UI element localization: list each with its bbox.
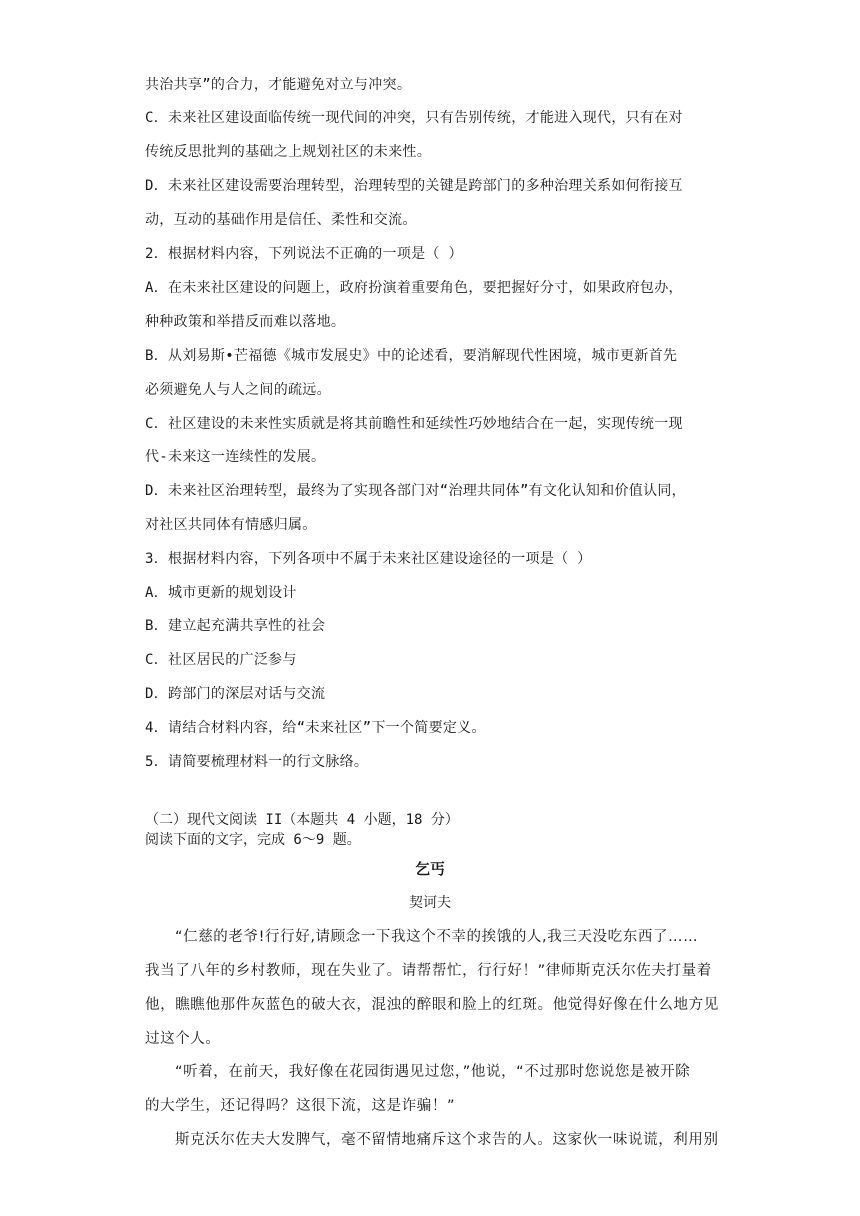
story-title: 乞丐 [414,860,445,878]
q2-option-c-line2: 代-未来这一连续性的发展。 [145,449,326,465]
paragraph-2-line1: “听着，在前天，我好像在花园街遇见过您，”他说，“不过那时您说您是被开除 [175,1064,691,1080]
paragraph-1-line4: 过这个人。 [145,1031,221,1047]
q3-option-b: B．建立起充满共享性的社会 [145,618,326,634]
section-instruction: 阅读下面的文字，完成 6～9 题。 [145,832,361,848]
paragraph-3-line1: 斯克沃尔佐夫大发脾气，毫不留情地痛斥这个求告的人。这家伙一味说谎，利用别 [175,1132,719,1148]
q4-stem: 4．请结合材料内容，给“未来社区”下一个简要定义。 [145,720,486,736]
paragraph-2-line2: 的大学生，还记得吗？这很下流，这是诈骗！” [145,1098,456,1114]
q1-option-d-line2: 动，互动的基础作用是信任、柔性和交流。 [145,212,417,228]
q1-option-d-line1: D．未来社区建设需要治理转型，治理转型的关键是跨部门的多种治理关系如何衔接互 [145,178,683,194]
q1-option-c-line1: C．未来社区建设面临传统一现代间的冲突，只有告别传统，才能进入现代，只有在对 [145,110,683,126]
q2-option-a-line1: A．在未来社区建设的问题上，政府扮演着重要角色，要把握好分寸，如果政府包办， [145,280,683,296]
q3-option-c: C．社区居民的广泛参与 [145,652,297,668]
q3-stem: 3．根据材料内容，下列各项中不属于未来社区建设途径的一项是（ ） [145,551,592,567]
section-heading: （二）现代文阅读 II（本题共 4 小题，18 分） [145,812,459,828]
q2-option-d-line1: D．未来社区治理转型，最终为了实现各部门对“治理共同体”有文化认知和价值认同， [145,483,686,499]
q5-stem: 5．请简要梳理材料一的行文脉络。 [145,754,369,770]
q2-option-c-line1: C．社区建设的未来性实质就是将其前瞻性和延续性巧妙地结合在一起，实现传统一现 [145,416,683,432]
q2-option-b-line1: B．从刘易斯•芒福德《城市发展史》中的论述看，要消解现代性困境，城市更新首先 [145,348,678,364]
q2-option-b-line2: 必须避免人与人之间的疏远。 [145,382,331,398]
q2-option-d-line2: 对社区共同体有情感归属。 [145,517,317,533]
paragraph-1-line1: “仁慈的老爷!行行好,请顾念一下我这个不幸的挨饿的人,我三天没吃东西了…… [175,929,699,945]
paragraph-1-line3: 他，瞧瞧他那件灰蓝色的破大衣，混浊的醉眼和脸上的红斑。他觉得好像在什么地方见 [145,997,719,1013]
q2-stem: 2．根据材料内容，下列说法不正确的一项是（ ） [145,246,463,262]
story-author: 契诃夫 [409,895,451,911]
q1-option-c-line2: 传统反思批判的基础之上规划社区的未来性。 [145,144,431,160]
paragraph-1-line2: 我当了八年的乡村教师，现在失业了。请帮帮忙，行行好！”律师斯克沃尔佐夫打量着 [145,963,712,979]
q3-option-a: A．城市更新的规划设计 [145,585,297,601]
q3-option-d: D．跨部门的深层对话与交流 [145,686,326,702]
q1-option-b-tail: 共治共享”的合力，才能避免对立与冲突。 [145,77,412,93]
q2-option-a-line2: 种种政策和举措反而难以落地。 [145,314,346,330]
